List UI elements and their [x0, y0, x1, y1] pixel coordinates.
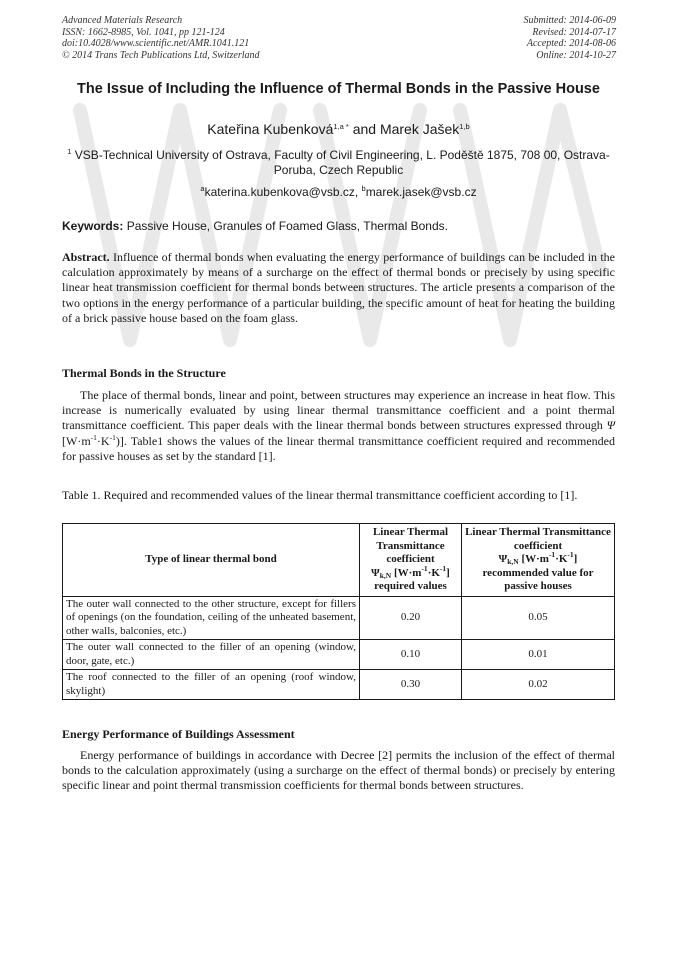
col-header-recommended-title: Linear Thermal Transmittance coefficient [465, 526, 611, 552]
section-heading-energy-performance: Energy Performance of Buildings Assessment [62, 727, 295, 741]
col-header-required-unit-a: [W·m [393, 566, 422, 579]
col-header-required-unit-b: ·K [427, 566, 440, 579]
unit-open: [W·m [62, 433, 91, 448]
journal-issn: ISSN: 1662-8985, Vol. 1041, pp 121-124 [62, 26, 225, 38]
psi-symbol: Ψ [606, 418, 615, 433]
email-a[interactable]: katerina.kubenkova@vsb.cz, [204, 185, 359, 199]
abstract-label: Abstract. [62, 250, 110, 264]
paper-title: The Issue of Including the Influence of Thermal Bonds in the Passive House [77, 81, 600, 97]
journal-copyright: © 2014 Trans Tech Publications Ltd, Switzerland [62, 49, 260, 61]
affiliation-sup: 1 [67, 147, 72, 156]
col-header-required-sub-label: required values [374, 580, 447, 592]
row-desc: The outer wall connected to the filler of an opening (window, door, gate, etc.) [63, 640, 360, 670]
row-recommended: 0.05 [462, 596, 615, 640]
row-recommended: 0.01 [462, 640, 615, 670]
online-date: Online: 2014-10-27 [536, 49, 616, 61]
submitted-date: Submitted: 2014-06-09 [523, 15, 616, 26]
table-row [63, 640, 615, 670]
abstract-text: Influence of thermal bonds when evaluating the energy performance of buildings can be included in the calculation approximately by means of a surcharge on the effect of thermal bonds or precisely by using specific linear heat transmission coefficient for thermal bonds between structures. The article presents a comparison of the two options in the energy performance of a particular building, the specific amount of heat for heating the building of a brick passive house based on the foam glass. [62, 250, 616, 325]
unit-exp-1: -1 [90, 432, 97, 442]
row-required: 0.30 [360, 670, 462, 700]
col-header-required-exp2: -1 [439, 563, 447, 573]
journal-name: Advanced Materials Research [62, 15, 183, 26]
section1-text-start: The place of thermal bonds, linear and point, between structures may experience an increase in heat flow. This increase is numerically evaluated by using linear thermal transmittance coefficient and a point thermal transmittance coefficient. This paper deals with the linear thermal bonds between structures expressed through [62, 388, 615, 433]
section-heading-thermal-bonds: Thermal Bonds in the Structure [62, 366, 226, 380]
thermal-bond-table [62, 523, 615, 700]
col-header-required-psi: Ψ [371, 566, 380, 579]
col-header-recommended-unit-b: ·K [555, 553, 568, 565]
submission-dates [524, 15, 617, 61]
table-header-row [63, 524, 615, 597]
keywords-text: Passive House, Granules of Foamed Glass, Thermal Bonds. [126, 219, 448, 233]
journal-info [62, 15, 260, 61]
col-header-required-title: Linear Thermal Transmittance coefficient [372, 526, 449, 565]
authors [62, 120, 615, 138]
affiliation [62, 148, 615, 178]
author-1: Kateřina Kubenková [207, 121, 334, 137]
affiliation-text: VSB-Technical University of Ostrava, Faculty of Civil Engineering, L. Poděště 1875, 708 00, Ostrava-Poruba, Czech Republic [74, 148, 610, 177]
row-desc: The outer wall connected to the other structure, except for fillers of openings (on the foundation, ceiling of the unheated basement, other walls, balconies, etc.) [63, 596, 360, 640]
unit-mid: ·K [96, 433, 110, 448]
author-1-sup: 1,a * [333, 122, 349, 131]
email-b[interactable]: marek.jasek@vsb.cz [365, 185, 477, 199]
col-header-recommended-sub-label: recommended value for passive houses [482, 566, 594, 592]
col-header-required-exp1: -1 [421, 563, 428, 573]
table-row [63, 670, 615, 700]
unit-exp-2: -1 [109, 432, 116, 442]
col-header-type: Type of linear thermal bond [63, 524, 360, 597]
author-2-sup: 1,b [459, 122, 470, 131]
row-required: 0.10 [360, 640, 462, 670]
table-row [63, 596, 615, 640]
authors-and: and [352, 121, 377, 137]
keywords [62, 219, 615, 234]
table-caption: Table 1. Required and recommended values of the linear thermal transmittance coefficient according to [1]. [62, 488, 578, 502]
journal-doi[interactable]: doi:10.4028/www.scientific.net/AMR.1041.121 [62, 38, 250, 49]
author-2: Marek Jašek [379, 121, 460, 137]
col-header-recommended [462, 524, 615, 597]
email-a-sup: a [200, 184, 205, 193]
section2-paragraph: Energy performance of buildings in accordance with Decree [2] permits the inclusion of the effect of thermal bonds to the calculation approximately (using a surcharge on the effect of thermal bonds) or precisely by entering specific linear and point thermal transmission coefficients for thermal bonds between structures. [62, 748, 615, 793]
row-recommended: 0.02 [462, 670, 615, 700]
abstract [62, 250, 615, 326]
accepted-date: Accepted: 2014-08-06 [526, 38, 616, 49]
section1-paragraph [62, 388, 615, 464]
keywords-label: Keywords: [62, 219, 124, 233]
col-header-recommended-unit-a: [W·m [521, 553, 549, 565]
section1-text-end: )]. Table1 shows the values of the linear thermal transmittance coefficient required and recommended for passive houses as set by the standard [1]. [62, 433, 615, 463]
row-required: 0.20 [360, 596, 462, 640]
emails [62, 185, 615, 200]
col-header-required [360, 524, 462, 597]
col-header-required-sub: k,N [379, 570, 392, 580]
col-header-required-unit-c: ] [446, 566, 450, 579]
col-header-recommended-exp2: -1 [567, 550, 574, 559]
col-header-recommended-exp1: -1 [548, 550, 556, 559]
col-header-recommended-psi: Ψ [498, 553, 508, 565]
row-desc: The roof connected to the filler of an opening (roof window, skylight) [63, 670, 360, 700]
col-header-recommended-sub: k,N [507, 557, 519, 566]
revised-date: Revised: 2014-07-17 [532, 26, 616, 38]
col-header-recommended-unit-c: ] [573, 553, 578, 565]
email-b-sup: b [361, 184, 366, 193]
